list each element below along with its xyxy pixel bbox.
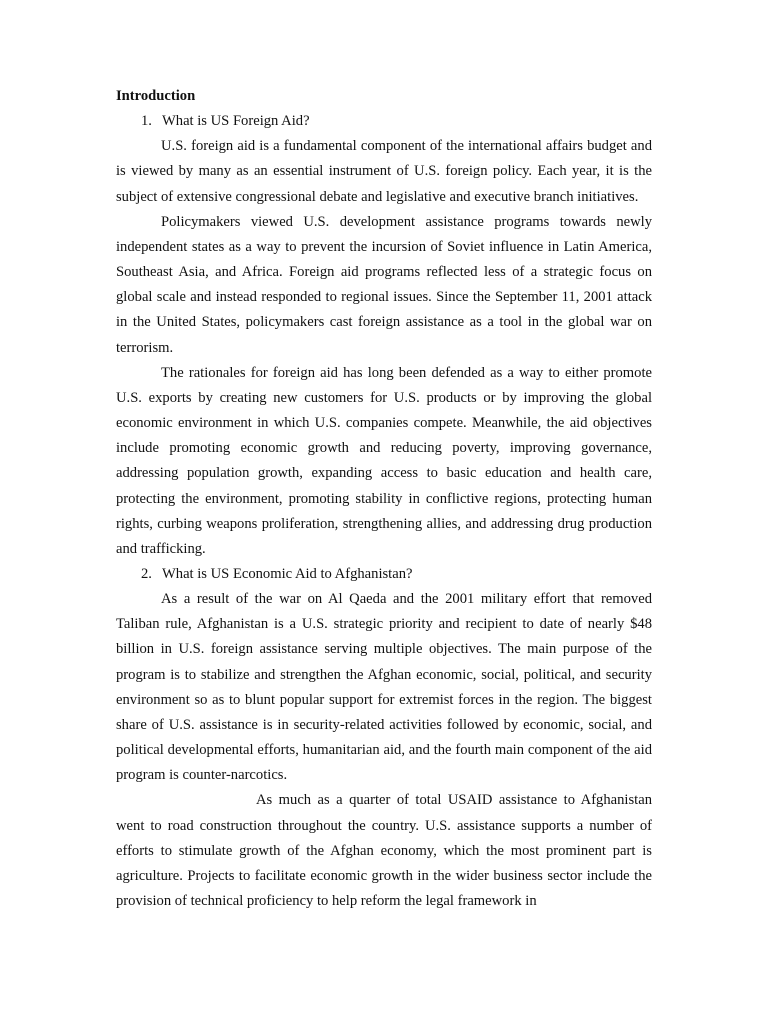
section-number-2: 2. — [141, 565, 152, 582]
paragraph: As a result of the war on Al Qaeda and the 2001 military effort that removed Taliban rule, Afghanistan is a U.S. strategic priority and recipient to date of nearly $48 billion in U.S. foreign assistance serving multiple objectives. The main purpose of the program is to stabilize and strengthen the Afghan economic, social, political, and security environment so as to blunt popular support for extremist forces in the region. The biggest share of U.S. assistance is in security-related activities followed by economic, social, and political developmental efforts, humanitarian aid, and the fourth main component of the aid program is counter-narcotics. — [116, 591, 652, 784]
section-title-text-2: What is US Economic Aid to Afghanistan? — [162, 565, 413, 582]
section-title-2 — [116, 562, 652, 587]
document-page — [116, 84, 652, 914]
section-title-text-1: What is US Foreign Aid? — [162, 113, 310, 130]
paragraph: Policymakers viewed U.S. development assistance programs towards newly independent states as a way to prevent the incursion of Soviet influence in Latin America, Southeast Asia, and Africa. Foreign aid programs reflected less of a strategic focus on global scale and instead responded to regional issues. Since the September 11, 2001 attack in the United States, policymakers cast foreign assistance as a tool in the global war on terrorism. — [116, 213, 652, 356]
section-title-1 — [116, 109, 652, 134]
paragraph: The rationales for foreign aid has long been defended as a way to either promote U.S. exports by creating new customers for U.S. products or by improving the global economic environment in which U.S. companies compete. Meanwhile, the aid objectives include promoting economic growth and reducing poverty, improving governance, addressing population growth, expanding access to basic education and health care, protecting the environment, promoting stability in conflictive regions, protecting human rights, curbing weapons proliferation, strengthening allies, and addressing drug production and trafficking. — [116, 364, 652, 557]
page-heading: Introduction — [116, 88, 196, 104]
paragraph: As much as a quarter of total USAID assistance to Afghanistan went to road construction throughout the country. U.S. assistance supports a number of efforts to stimulate growth of the Afghan economy, which the most prominent part is agriculture. Projects to facilitate economic growth in the wider business sector include the provision of technical proficiency to help reform the legal framework in — [116, 792, 652, 909]
paragraph: U.S. foreign aid is a fundamental component of the international affairs budget and is viewed by many as an essential instrument of U.S. foreign policy. Each year, it is the subject of extensive congressional debate and legislative and executive branch initiatives. — [116, 138, 652, 205]
section-number-1: 1. — [141, 113, 152, 130]
